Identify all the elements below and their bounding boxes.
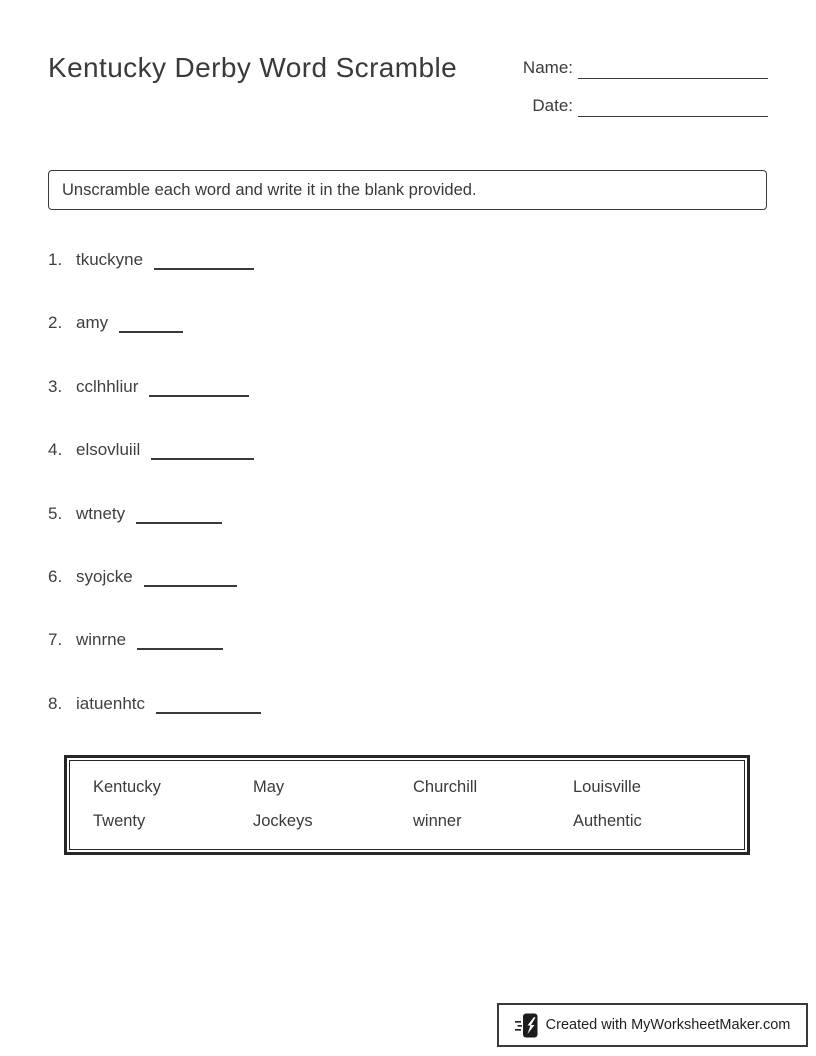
- question-row: [48, 504, 261, 567]
- question-number: 6.: [48, 566, 63, 586]
- instructions-box: [48, 170, 767, 210]
- word-bank-item: Authentic: [573, 811, 642, 830]
- question-number: 5.: [48, 503, 63, 523]
- scrambled-word: elsovluiil: [76, 440, 141, 460]
- date-blank-line: [578, 94, 768, 117]
- scrambled-word: tkuckyne: [76, 250, 144, 269]
- date-label: Date:: [532, 96, 573, 115]
- answer-blank-line: [156, 710, 261, 714]
- word-bank-item: winner: [413, 811, 462, 830]
- answer-blank-line: [137, 646, 223, 650]
- worksheet-maker-logo-icon: [515, 1012, 539, 1039]
- answer-blank-line: [136, 520, 222, 524]
- answer-blank-line: [144, 583, 237, 587]
- question-row: [48, 694, 261, 757]
- scrambled-word: wtnety: [76, 503, 126, 523]
- word-bank-item: Kentucky: [93, 777, 161, 796]
- question-number: 3.: [48, 376, 63, 396]
- word-bank-item: Louisville: [573, 777, 641, 796]
- name-field-row: [505, 53, 768, 79]
- scrambled-word: amy: [76, 313, 109, 333]
- scrambled-word: syojcke: [76, 566, 133, 586]
- question-row: [48, 250, 261, 313]
- word-bank-grid: [69, 760, 745, 850]
- word-bank-item: Twenty: [93, 811, 146, 830]
- word-bank-box: [64, 755, 750, 855]
- question-number: 2.: [48, 313, 63, 333]
- header-fields: [505, 53, 768, 129]
- word-bank-item: Churchill: [413, 777, 478, 796]
- question-number: 4.: [48, 440, 63, 460]
- question-number: 7.: [48, 630, 63, 650]
- credit-text: Created with MyWorksheetMaker.com: [545, 1017, 791, 1033]
- scrambled-word: winrne: [76, 630, 127, 650]
- question-number: 1.: [48, 250, 63, 269]
- answer-blank-line: [149, 393, 249, 397]
- scrambled-word: iatuenhtc: [76, 693, 145, 713]
- name-label: Name:: [522, 58, 573, 77]
- question-row: [48, 377, 261, 440]
- answer-blank-line: [151, 456, 254, 460]
- instructions-text: Unscramble each word and write it in the blank provided.: [62, 180, 477, 199]
- word-bank-item: May: [253, 777, 285, 796]
- question-row: [48, 440, 261, 503]
- question-row: [48, 567, 261, 630]
- question-row: [48, 313, 261, 376]
- date-field-row: [505, 91, 768, 117]
- answer-blank-line: [119, 329, 183, 333]
- word-bank-item: Jockeys: [253, 811, 313, 830]
- question-number: 8.: [48, 693, 63, 713]
- question-row: [48, 630, 261, 693]
- question-list: [48, 250, 261, 757]
- page-title: Kentucky Derby Word Scramble: [48, 52, 458, 83]
- name-blank-line: [578, 56, 768, 79]
- credit-box: [497, 1003, 808, 1047]
- scrambled-word: cclhhliur: [76, 376, 139, 396]
- answer-blank-line: [154, 266, 254, 270]
